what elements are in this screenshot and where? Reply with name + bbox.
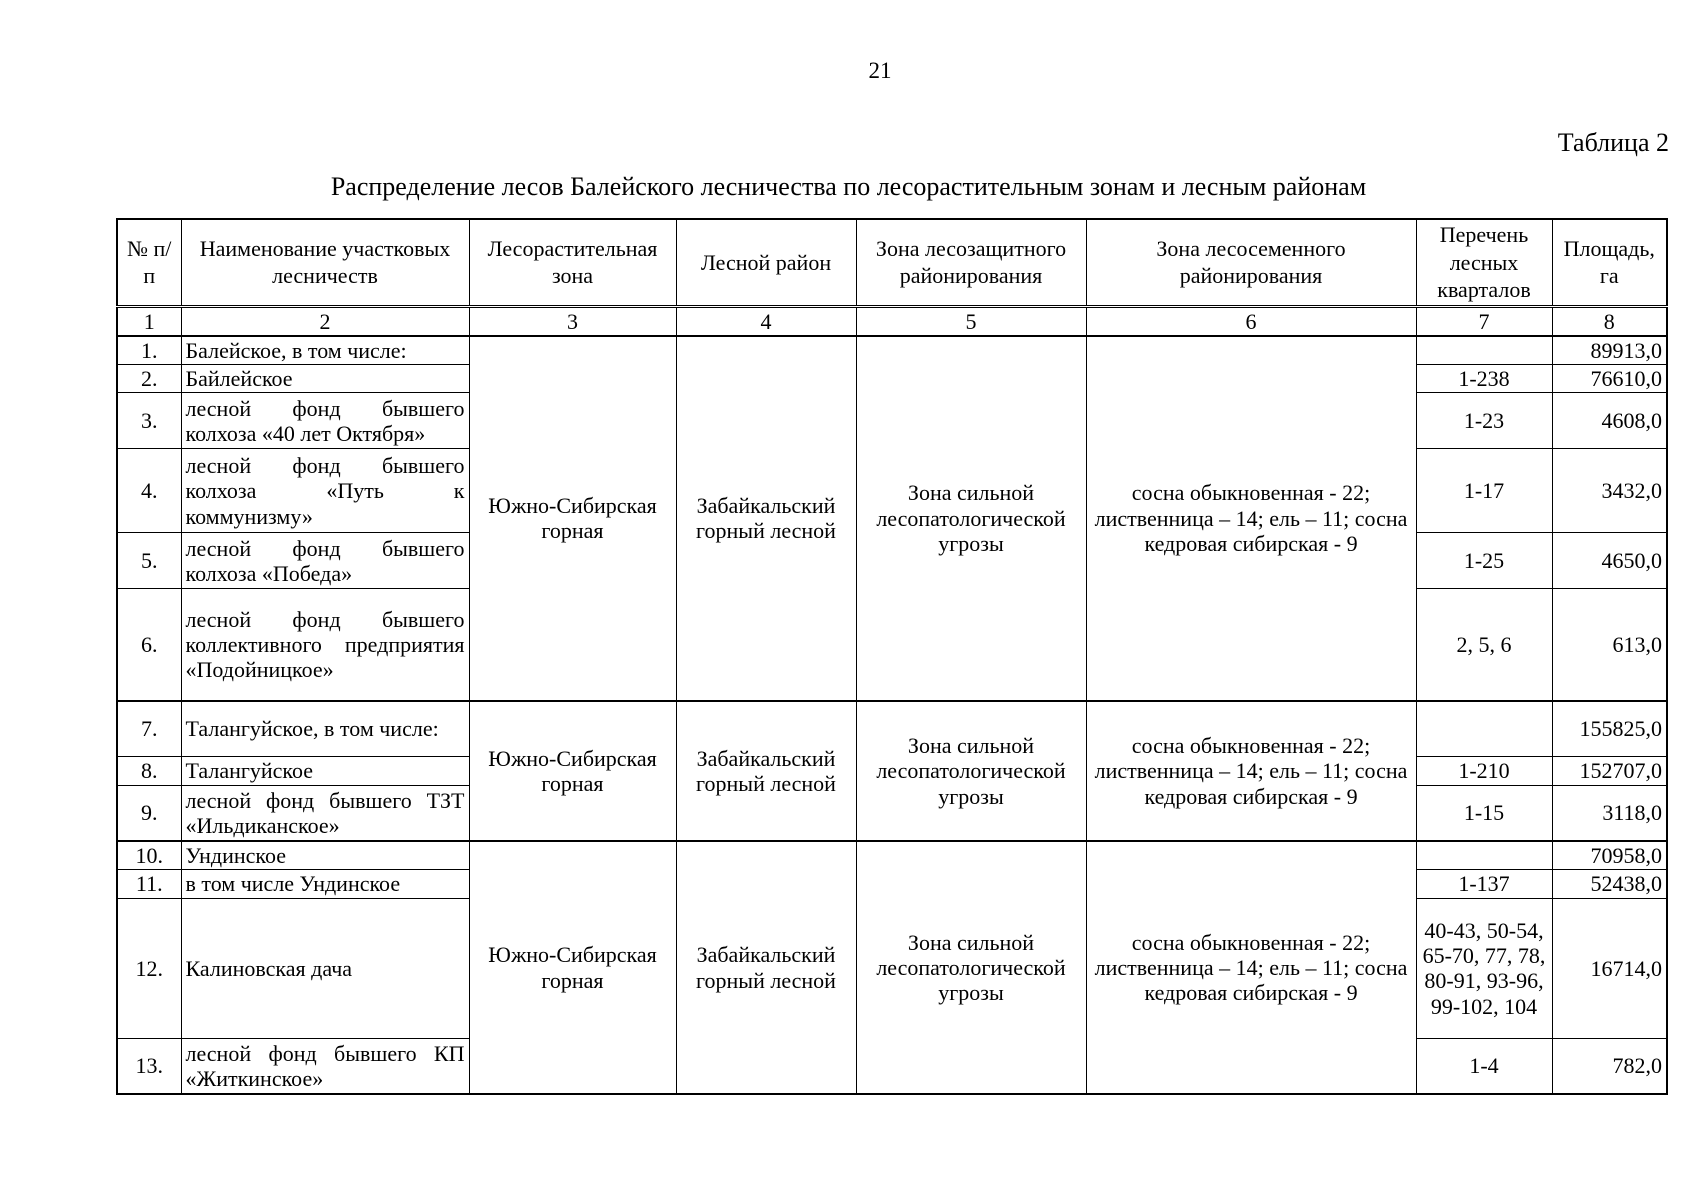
forestry-name: Балейское, в том числе: — [181, 336, 469, 365]
area: 16714,0 — [1552, 898, 1667, 1038]
forestry-name: лесной фонд бывшего КП «Житкинское» — [181, 1038, 469, 1094]
table-row — [117, 701, 1667, 757]
header-cell: Наименование участковых лесничеств — [181, 219, 469, 306]
header-cell: Зона лесозащитного районирования — [856, 219, 1086, 306]
row-number: 10. — [117, 841, 181, 870]
quarters: 1-137 — [1416, 870, 1552, 898]
area: 152707,0 — [1552, 757, 1667, 785]
forestry-name: Байлейское — [181, 365, 469, 393]
quarters: 1-17 — [1416, 449, 1552, 533]
row-number: 3. — [117, 393, 181, 449]
row-number: 12. — [117, 898, 181, 1038]
forestry-name: лесной фонд бывшего колхоза «40 лет Октября» — [181, 393, 469, 449]
row-number: 8. — [117, 757, 181, 785]
column-number: 5 — [856, 306, 1086, 336]
area: 76610,0 — [1552, 365, 1667, 393]
header-cell: Лесной район — [676, 219, 856, 306]
forestry-name: лесной фонд бывшего колхоза «Победа» — [181, 533, 469, 589]
vegetation-zone: Южно-Сибирская горная — [469, 336, 676, 701]
protection-zone: Зона сильной лесопатологической угрозы — [856, 841, 1086, 1094]
page-number: 21 — [868, 58, 892, 83]
header-cell: Площадь, га — [1552, 219, 1667, 306]
forestry-name: Калиновская дача — [181, 898, 469, 1038]
column-number: 8 — [1552, 306, 1667, 336]
quarters: 2, 5, 6 — [1416, 589, 1552, 701]
column-number: 7 — [1416, 306, 1552, 336]
quarters — [1416, 701, 1552, 757]
quarters: 1-23 — [1416, 393, 1552, 449]
area: 89913,0 — [1552, 336, 1667, 365]
column-number: 1 — [117, 306, 181, 336]
area: 70958,0 — [1552, 841, 1667, 870]
vegetation-zone: Южно-Сибирская горная — [469, 701, 676, 841]
vegetation-zone: Южно-Сибирская горная — [469, 841, 676, 1094]
area: 3118,0 — [1552, 785, 1667, 841]
column-number-row — [117, 306, 1667, 336]
quarters: 1-238 — [1416, 365, 1552, 393]
row-number: 5. — [117, 533, 181, 589]
quarters: 1-4 — [1416, 1038, 1552, 1094]
row-number: 9. — [117, 785, 181, 841]
column-number: 4 — [676, 306, 856, 336]
forest-distribution-table — [116, 218, 1668, 1095]
header-cell: Перечень лесных кварталов — [1416, 219, 1552, 306]
quarters — [1416, 336, 1552, 365]
row-number: 7. — [117, 701, 181, 757]
forestry-name: в том числе Ундинское — [181, 870, 469, 898]
column-number: 2 — [181, 306, 469, 336]
forestry-name: лесной фонд бывшего коллективного предприятия «Подойницкое» — [181, 589, 469, 701]
protection-zone: Зона сильной лесопатологической угрозы — [856, 336, 1086, 701]
row-number: 11. — [117, 870, 181, 898]
forestry-name: Талангуйское — [181, 757, 469, 785]
table-row — [117, 841, 1667, 870]
forest-district: Забайкальский горный лесной — [676, 336, 856, 701]
area: 782,0 — [1552, 1038, 1667, 1094]
header-cell: № п/п — [117, 219, 181, 306]
forest-district: Забайкальский горный лесной — [676, 841, 856, 1094]
seed-zone: сосна обыкновенная - 22; лиственница – 14; ель – 11; сосна кедровая сибирская - 9 — [1086, 841, 1416, 1094]
area: 613,0 — [1552, 589, 1667, 701]
column-number: 6 — [1086, 306, 1416, 336]
area: 4650,0 — [1552, 533, 1667, 589]
quarters: 1-210 — [1416, 757, 1552, 785]
forestry-name: лесной фонд бывшего ТЗТ «Ильдиканское» — [181, 785, 469, 841]
row-number: 6. — [117, 589, 181, 701]
protection-zone: Зона сильной лесопатологической угрозы — [856, 701, 1086, 841]
quarters: 1-15 — [1416, 785, 1552, 841]
quarters: 1-25 — [1416, 533, 1552, 589]
seed-zone: сосна обыкновенная - 22; лиственница – 14; ель – 11; сосна кедровая сибирская - 9 — [1086, 336, 1416, 701]
row-number: 4. — [117, 449, 181, 533]
forestry-name: Ундинское — [181, 841, 469, 870]
table-title: Распределение лесов Балейского лесничества по лесорастительным зонам и лесным районам — [330, 172, 1367, 201]
row-number: 2. — [117, 365, 181, 393]
area: 155825,0 — [1552, 701, 1667, 757]
table-label: Таблица 2 — [1557, 128, 1669, 157]
area: 52438,0 — [1552, 870, 1667, 898]
column-number: 3 — [469, 306, 676, 336]
row-number: 1. — [117, 336, 181, 365]
forestry-name: Талангуйское, в том числе: — [181, 701, 469, 757]
seed-zone: сосна обыкновенная - 22; лиственница – 14; ель – 11; сосна кедровая сибирская - 9 — [1086, 701, 1416, 841]
forestry-name: лесной фонд бывшего колхоза «Путь к коммунизму» — [181, 449, 469, 533]
row-number: 13. — [117, 1038, 181, 1094]
quarters: 40-43, 50-54, 65-70, 77, 78, 80-91, 93-96, 99-102, 104 — [1416, 898, 1552, 1038]
quarters — [1416, 841, 1552, 870]
header-cell: Зона лесосеменного районирования — [1086, 219, 1416, 306]
area: 3432,0 — [1552, 449, 1667, 533]
table-row — [117, 336, 1667, 365]
forest-district: Забайкальский горный лесной — [676, 701, 856, 841]
area: 4608,0 — [1552, 393, 1667, 449]
header-cell: Лесорастительная зона — [469, 219, 676, 306]
